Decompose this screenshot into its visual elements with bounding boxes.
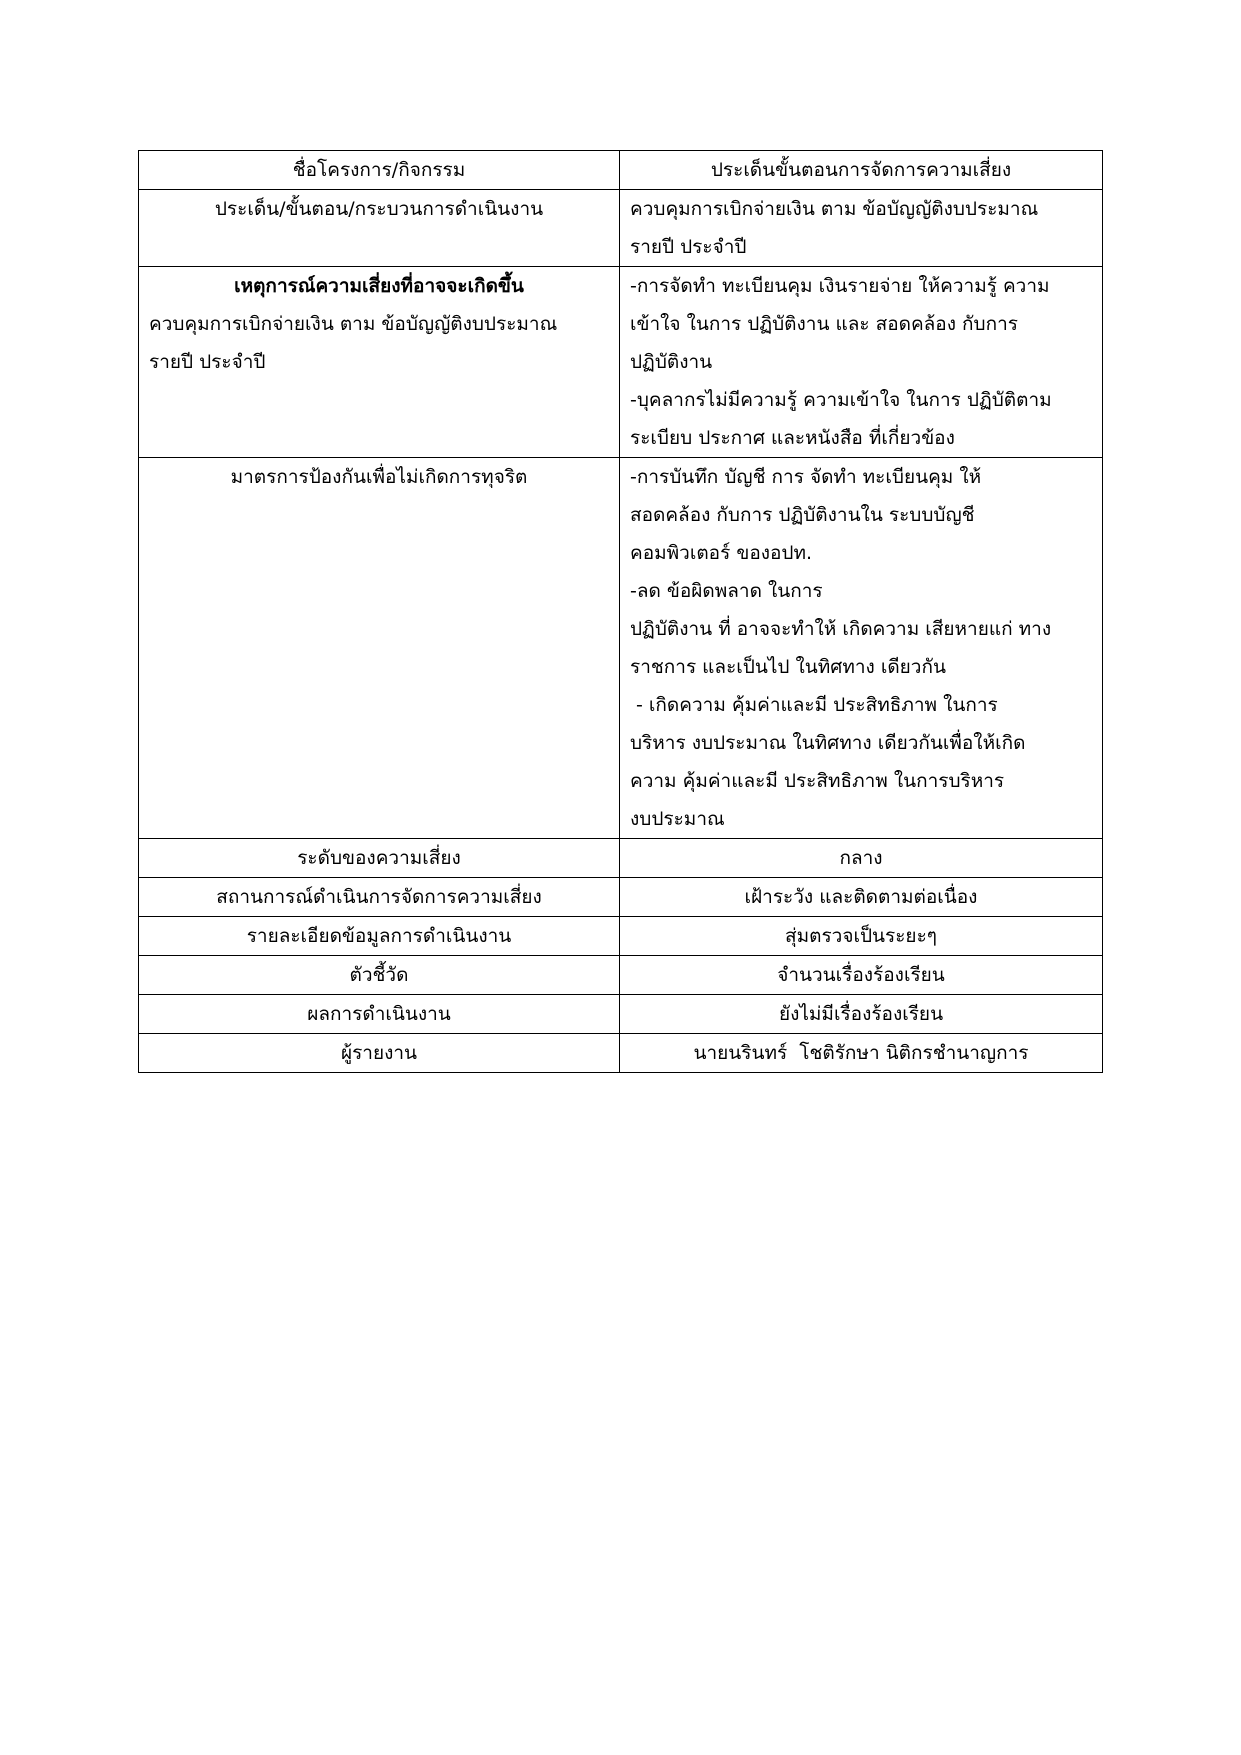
risk-event-value — [620, 267, 1103, 458]
table-row — [139, 839, 1103, 878]
prevention-value-line: -การบันทึก บัญชี การ จัดทำ ทะเบียนคุม ให้ — [630, 466, 982, 488]
process-label: ประเด็น/ขั้นตอน/กระบวนการดำเนินงาน — [139, 190, 620, 267]
indicator-value: จำนวนเรื่องร้องเรียน — [620, 956, 1103, 995]
risk-event-value-line: เข้าใจ ในการ ปฏิบัติงาน และ สอดคล้อง กับการ — [630, 313, 1018, 335]
table-row — [139, 1034, 1103, 1073]
table-row — [139, 917, 1103, 956]
prevention-value-line: งบประมาณ — [630, 808, 725, 830]
risk-level-value: กลาง — [620, 839, 1103, 878]
prevention-value-line: -ลด ข้อผิดพลาด ในการ — [630, 580, 823, 602]
prevention-value — [620, 458, 1103, 839]
reporter-label: ผู้รายงาน — [139, 1034, 620, 1073]
process-value-line: ควบคุมการเบิกจ่ายเงิน ตาม ข้อบัญญัติงบประมาณ — [630, 198, 1039, 220]
risk-event-value-line: -บุคลากรไม่มีความรู้ ความเข้าใจ ในการ ปฏิบัติตาม — [630, 389, 1052, 411]
risk-event-value-line: -การจัดทำ ทะเบียนคุม เงินรายจ่าย ให้ความรู้ ความ — [630, 275, 1050, 297]
table-row — [139, 190, 1103, 267]
reporter-value: นายนรินทร์ โชติรักษา นิติกรชำนาญการ — [620, 1034, 1103, 1073]
table-row — [139, 995, 1103, 1034]
indicator-label: ตัวชี้วัด — [139, 956, 620, 995]
risk-level-label: ระดับของความเสี่ยง — [139, 839, 620, 878]
process-value-line: รายปี ประจำปี — [630, 236, 747, 258]
risk-event-detail-line: รายปี ประจำปี — [149, 351, 266, 373]
result-label: ผลการดำเนินงาน — [139, 995, 620, 1034]
prevention-value-line: สอดคล้อง กับการ ปฏิบัติงานใน ระบบบัญชี — [630, 504, 975, 526]
status-value: เฝ้าระวัง และติดตามต่อเนื่อง — [620, 878, 1103, 917]
risk-event-cell — [139, 267, 620, 458]
prevention-value-line: บริหาร งบประมาณ ในทิศทาง เดียวกันเพื่อให้เกิด — [630, 732, 1026, 754]
prevention-value-line: ปฏิบัติงาน ที่ อาจจะทำให้ เกิดความ เสียหายแก่ ทาง — [630, 618, 1052, 640]
prevention-label: มาตรการป้องกันเพื่อไม่เกิดการทุจริต — [139, 458, 620, 839]
risk-management-table — [138, 150, 1103, 1073]
prevention-value-line: คอมพิวเตอร์ ของอปท. — [630, 542, 813, 564]
table-row — [139, 878, 1103, 917]
prevention-value-line: ความ คุ้มค่าและมี ประสิทธิภาพ ในการบริหาร — [630, 770, 1005, 792]
risk-event-value-line: ปฏิบัติงาน — [630, 351, 713, 373]
risk-event-label: เหตุการณ์ความเสี่ยงที่อาจจะเกิดขึ้น — [234, 275, 524, 297]
result-value: ยังไม่มีเรื่องร้องเรียน — [620, 995, 1103, 1034]
process-value — [620, 190, 1103, 267]
table-header-row — [139, 151, 1103, 190]
prevention-value-line: ราชการ และเป็นไป ในทิศทาง เดียวกัน — [630, 656, 946, 678]
header-project-name: ชื่อโครงการ/กิจกรรม — [139, 151, 620, 190]
table-row — [139, 956, 1103, 995]
risk-event-detail-line: ควบคุมการเบิกจ่ายเงิน ตาม ข้อบัญญัติงบประมาณ — [149, 313, 558, 335]
table-row — [139, 458, 1103, 839]
risk-event-value-line: ระเบียบ ประกาศ และหนังสือ ที่เกี่ยวข้อง — [630, 427, 955, 449]
header-risk-process: ประเด็นขั้นตอนการจัดการความเสี่ยง — [620, 151, 1103, 190]
status-label: สถานการณ์ดำเนินการจัดการความเสี่ยง — [139, 878, 620, 917]
details-value: สุ่มตรวจเป็นระยะๆ — [620, 917, 1103, 956]
table-row — [139, 267, 1103, 458]
details-label: รายละเอียดข้อมูลการดำเนินงาน — [139, 917, 620, 956]
prevention-value-line: - เกิดความ คุ้มค่าและมี ประสิทธิภาพ ในการ — [630, 694, 998, 716]
